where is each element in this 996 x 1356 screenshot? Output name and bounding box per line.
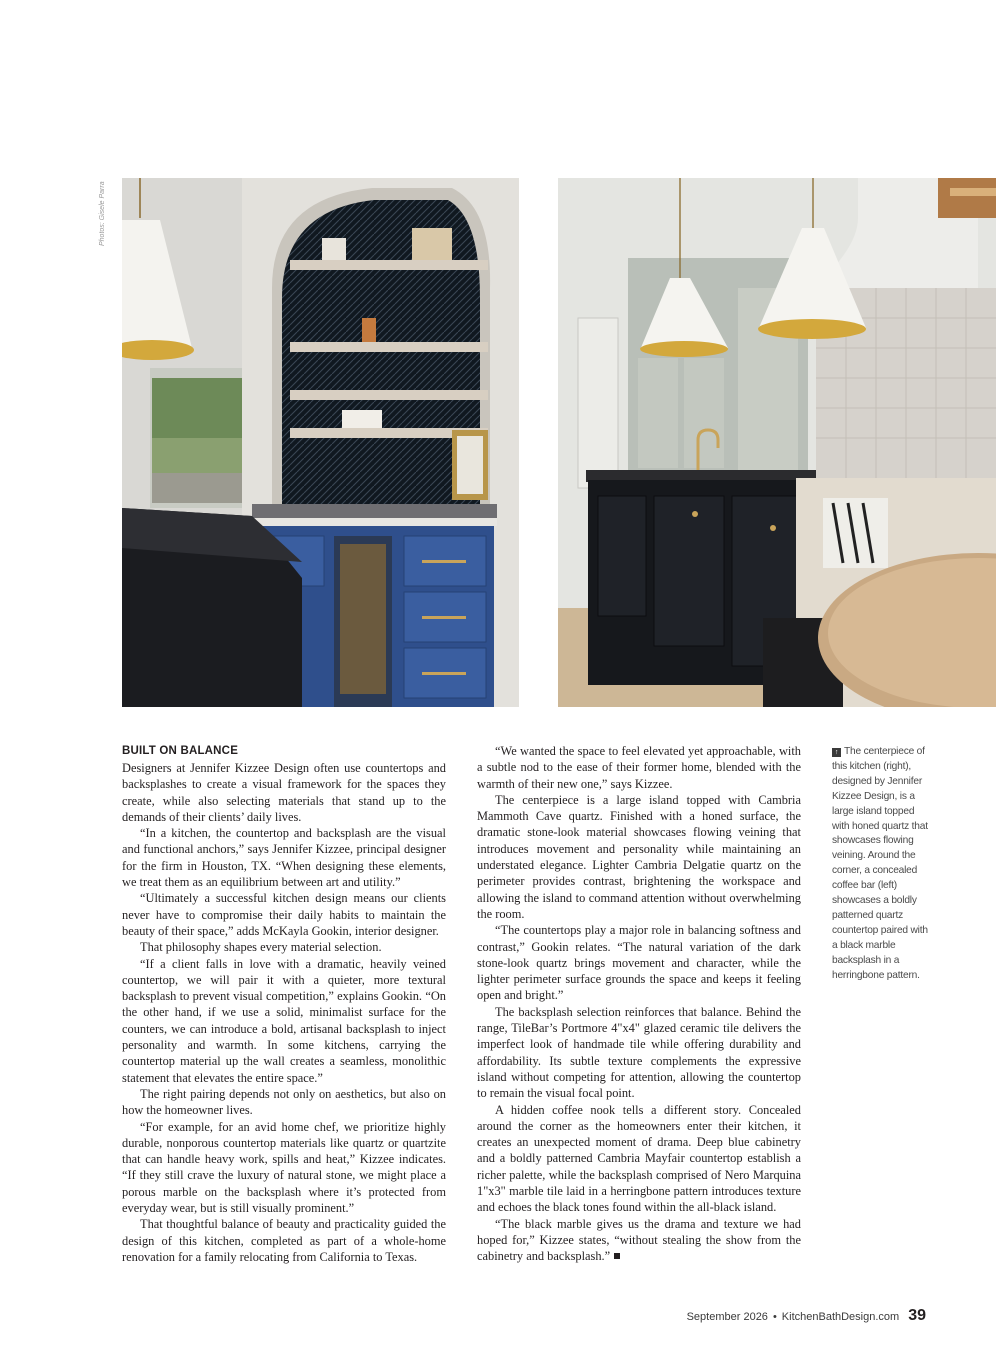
paragraph: “In a kitchen, the countertop and backsplash are the visual and functional anchors,” says Jennifer Kizzee, principal designer for the firm in Houston, TX. “When designing these elements, we treat them as an equilibrium between art and utility.” xyxy=(122,826,446,890)
paragraph: The backsplash selection reinforces that balance. Behind the range, TileBar’s Portmore 4"x4" glazed ceramic tile delivers the imperfect look of handmade tile while offering durability and affordability. Its subtle texture complements the expressive island without competing for attention, allowing the countertop to remain the visual focal point. xyxy=(477,1004,801,1101)
paragraph-text: “The black marble gives us the drama and texture we had hoped for,” Kizzee states, “without stealing the show from the cabinetry and backsplash.” xyxy=(477,1216,801,1264)
article-column-2 xyxy=(477,743,801,1265)
section-heading: BUILT ON BALANCE xyxy=(122,745,239,757)
paragraph: “If a client falls in love with a dramatic, heavily veined countertop, we will pair it with a quieter, more textural backsplash to prevent visual competition,” explains Gookin. “On the other hand, if we use a solid, minimalist surface for the counters, we can introduce a bold, artisanal backsplash to inject personality and warmth. In some kitchens, carrying the countertop material up the wall creates a seamless, monolithic statement that elevates the entire space.” xyxy=(122,956,446,1085)
caption-text: The centerpiece of this kitchen (right), designed by Jennifer Kizzee Design, is a large island topped with honed quartz that showcases flowing veining. Around the corner, a concealed coffee bar (left) showcases a boldly patterned quartz countertop paired with a black marble backsplash in a herringbone pattern. xyxy=(832,746,928,981)
paragraph: That thoughtful balance of beauty and practicality guided the design of this kitchen, completed as part of a whole-home renovation for a family relocating from California to Texas. xyxy=(122,1217,446,1264)
issue-date: September 2026 xyxy=(686,1311,768,1323)
separator: • xyxy=(772,1311,777,1323)
article-column-1 xyxy=(122,743,446,1265)
paragraph: “Ultimately a successful kitchen design means our clients never have to compromise their daily habits to maintain the beauty of their space,” adds McKayla Gookin, interior designer. xyxy=(122,891,446,938)
end-mark xyxy=(614,1253,620,1259)
photo-caption xyxy=(832,745,930,984)
paragraph xyxy=(477,1216,801,1265)
arrow-up-icon: ↑ xyxy=(832,748,841,757)
page-footer xyxy=(687,1307,926,1325)
paragraph: “For example, for an avid home chef, we prioritize highly durable, nonporous countertop materials like quartz or quartzite that can handle heavy work, spills and heat,” Kizzee indicates. “If they still crave the luxury of natural stone, we might place a porous marble on the backsplash where it’s protected from everyday wear, but is still visually prominent.” xyxy=(122,1119,446,1216)
kitchen-island-photo xyxy=(558,178,996,707)
coffee-bar-photo xyxy=(122,178,519,707)
paragraph: “The countertops play a major role in balancing softness and contrast,” Gookin relates. “The natural variation of the dark stone-look quartz brings movement and character, while the lighter perimeter surface grounds the space and keeps it feeling open and bright.” xyxy=(477,923,801,1003)
photo-credit: Photos: Gisele Parra xyxy=(99,181,106,246)
paragraph: “We wanted the space to feel elevated yet approachable, with a subtle nod to the ease of their former home, blended with the warmth of their new one,” says Kizzee. xyxy=(477,744,801,791)
website: KitchenBathDesign.com xyxy=(781,1311,900,1323)
paragraph: A hidden coffee nook tells a different story. Concealed around the corner as the homeowners enter their kitchen, it creates an unexpected moment of drama. Deep blue cabinetry and a boldly patterned Cambria Mayfair countertop establish a richer palette, while the backsplash comprised of Nero Marquina 1"x3" marble tile laid in a herringbone pattern introduces texture and echoes the black tones found within the all-black island. xyxy=(477,1102,801,1215)
paragraph: Designers at Jennifer Kizzee Design often use countertops and backsplashes to create a visual framework for the spaces they create, while also selecting materials that stand up to the demands of their clients’ daily lives. xyxy=(122,761,446,824)
paragraph: The right pairing depends not only on aesthetics, but also on how the homeowner lives. xyxy=(122,1086,446,1118)
page-number: 39 xyxy=(908,1307,926,1324)
paragraph: The centerpiece is a large island topped with Cambria Mammoth Cave quartz. Finished with a honed surface, the dramatic stone-look material showcases flowing veining that introduces movement and personality while maintaining an understated elegance. Lighter Cambria Delgatie quartz on the perimeter provides contrast, brightening the workspace and allowing the island to command attention without overwhelming the room. xyxy=(477,792,801,921)
paragraph: That philosophy shapes every material selection. xyxy=(140,940,382,955)
